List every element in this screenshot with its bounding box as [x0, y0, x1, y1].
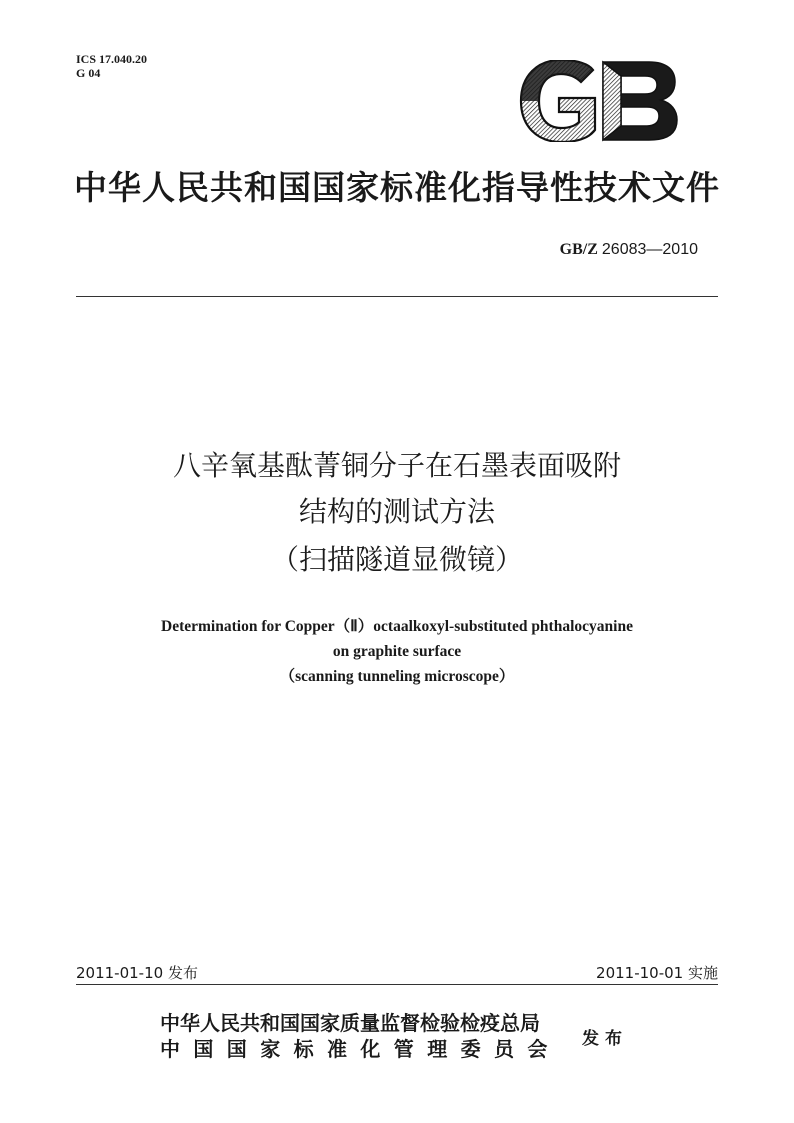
- classification-block: [76, 52, 147, 80]
- cn-title-line-1: 八辛氧基酞菁铜分子在石墨表面吸附: [172, 449, 621, 482]
- gb-logo-mark: [521, 60, 677, 142]
- en-title-line-3: （scanning tunneling microscope）: [279, 668, 515, 685]
- issue-date: 2011-01-10 发布: [76, 964, 198, 982]
- cn-title-line-2: 结构的测试方法: [298, 495, 495, 528]
- ics-code: ICS 17.040.20: [76, 52, 148, 66]
- gb-logo-text: GB: [519, 60, 521, 61]
- gb-logo: [519, 60, 679, 142]
- cn-title-line-3: （扫描隧道显微镜）: [270, 543, 523, 576]
- standard-prefix: GB/Z: [559, 241, 598, 258]
- ccs-code: G 04: [76, 66, 101, 80]
- publish-label: 发布: [582, 1029, 628, 1049]
- en-title-line-1: Determination for Copper（Ⅱ）octaalkoxyl-substituted phthalocyanine: [161, 618, 633, 635]
- effective-date: 2011-10-01 实施: [596, 964, 718, 982]
- bottom-divider: [76, 984, 718, 985]
- top-divider: [76, 296, 718, 297]
- en-title-line-2: on graphite surface: [332, 643, 462, 660]
- issuer-sac: 中国国家标准化管理委员会: [160, 1037, 561, 1061]
- standard-number: [560, 241, 698, 259]
- standard-code: 26083—2010: [601, 241, 698, 258]
- issuer-aqsiq: 中华人民共和国国家质量监督检验检疫总局: [160, 1011, 540, 1035]
- document-type: 中华人民共和国国家标准化指导性技术文件: [74, 168, 720, 207]
